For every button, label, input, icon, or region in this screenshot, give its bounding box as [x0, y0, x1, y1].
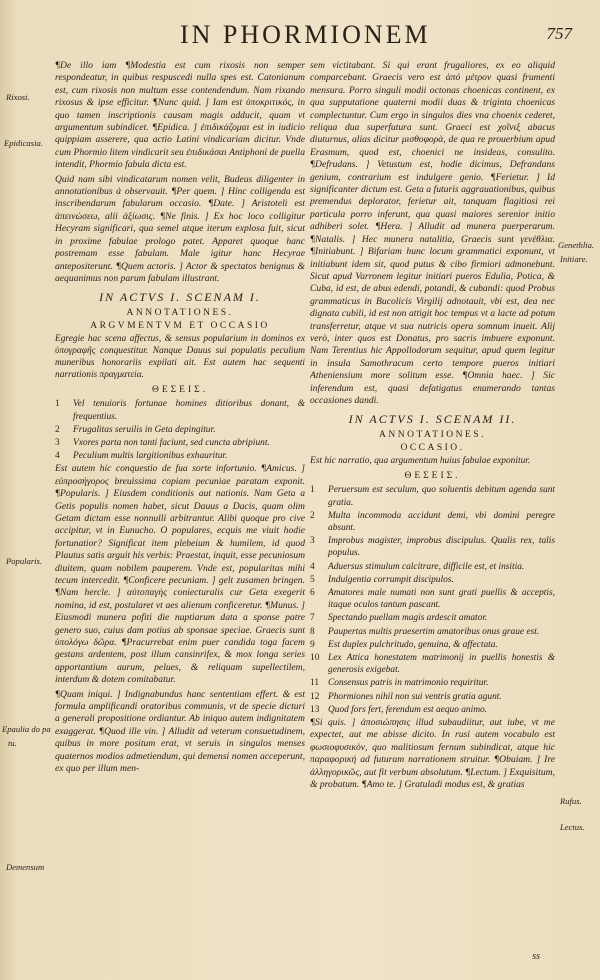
thesis-text: Vxores parta non tanti faciunt, sed cuncta abripiunt.	[73, 437, 270, 448]
commentary-paragraph: ¶De illo iam ¶Modestia est cum rixosis non semper respondeatur, in quibus respuscedi nulla spes est. Catonianum est, cum rixosis non multum esse contendendum. Nam rixando rixosus & ipse efficitur. ¶Nunc quid. ] Iam est ὑποκριτικός, in quo tamen inscriptionis causam magis adducit, quam vt argumentum subindicet. ¶Epidica. ] ἐπιδικάζομαι est in iudicio quippiam asserere, qua actio Latini vindicariam dicitur. Vnde cum Phormio litem vindicarit seu ἐπιδικάσαι Antiphoni de puella intendit, Phormio fabula dicta est.	[55, 60, 305, 171]
thesis-number: 10	[310, 653, 320, 664]
thesis-item	[55, 424, 305, 436]
margin-note: Genethlia.	[558, 240, 595, 250]
left-column	[55, 60, 305, 965]
thesis-text: Peruersum est seculum, quo soluentis debitum agenda sunt gratia.	[328, 485, 555, 508]
thesis-number: 3	[310, 536, 315, 547]
commentary-paragraph: ¶Quam iniqui. ] Indignabundus hanc sententiam effert. & est formula amplificandi oratoribus communis, vt de specie dicturi a generali propositione ordiantur. Ab iniquo autem indignitatem exaggerat. ¶Quod ille vin. ] Alludit ad veterum consuetudinem, quibus in more positum erat, vt seruis in singulos menses quaternos modios admetiendum, qui demensi nomen acceperunt, ex quo per illum men-	[55, 688, 305, 775]
commentary-paragraph: ¶Si quis. ] ἀποσιώπησις illud subaudiitur, aut iube, vt me expectet, aut me abisse dicito. In rusi autem vocabulo est φωσιοφυσικὸν, quo malitiosum fernum subindicat, atque hic παραφορική ad futuram narrationem struitur. ¶Obuiam. ] Ire ἀλληγορικῶς, aut fit verbum absolutum. ¶Lectum. ] Exquisitum, & probatum. ¶Amo te. ] Gratuladi modus est, & gratias	[310, 717, 555, 791]
thesis-text: Spectando puellam magis ardescit amator.	[328, 613, 488, 624]
theses-heading: ΘΕΣΕΙΣ.	[404, 471, 461, 482]
margin-note: Popularis.	[6, 556, 43, 566]
thesis-number: 4	[310, 561, 315, 572]
thesis-number: 6	[310, 588, 315, 598]
thesis-number: 13	[310, 704, 320, 715]
thesis-text: Indulgentia corrumpit discipulos.	[328, 574, 454, 585]
thesis-item	[55, 398, 305, 422]
argumentum-text: Egregie hac scena affectus, & sensus popularium in dominos ex ὑπογραφῆς conquestitur. Nanque Dauus sui populatis peculium muneribus honorariis expilati ait. Est autem hac sequenti narrationis πραγματεία.	[55, 334, 305, 381]
thesis-text: Paupertas multis praesertim amatoribus onus graue est.	[328, 626, 540, 637]
thesis-item	[310, 587, 555, 611]
thesis-item	[310, 691, 555, 703]
act-scene-heading: IN ACTVS I. SCENAM II.	[348, 412, 517, 427]
commentary-paragraph: sem victitabant. Si qui erant frugaliores, ex eo aliquid comparcebant. Graecis vero est ἀπό μέτρον quasi frumenti mensura. Porro singuli modii octonas choenicas continent, ex qua supputatione quaterni modii duas & triginta choenicas complectuntur. Cum ergo in singulos dies vna choenix cederet, reliqua dua superfutura sunt. Graeci est χοῖνιξ abacus diuturnus, alias dicitur μισθοφορὰ, de qua re prouerbium apud Erasmum, quod est, choenici ne insideas, consulito. ¶Defrudans. ] Vetustum est, hodie dicimus, Defrandans genium, contrarium est indulgere genio. ¶Ferietur. ] Id significanter dictum est. Geta a futuris aggrauationibus, quibus premendus deplorator, ferietur ait, tanquam flagitiosi rei particula porro inferunt, qua quasi maiores serenior initio adhiberi solet. ¶Hera. ] Alludit ad munera puerperarum. ¶Natalis. ] Hec munera natalitia, Graecis sunt γενέθλια. ¶Initiabunt. ] Bifariam hunc locum grammatici exponunt, vt initiabunt idem sit, quod putus & cibo firmiori admonebunt. Sicut apud Varronem legitur initiari pueros Edulia, Potica, & Cuba, id est, de abus edendi, potandi, & cubandi: quod Probus grammaticus in Bucolicis Virgilij adnotauit, vbi est, dea nec dignata cubili, id est non attigit hoc tempus vt a lacte ad potum transferretur, atque vt sua nutricis opera somnum inueit. Alij verò, inter quos est Donatus, pro sacris imbuere exponunt. Nam Terentius hic Appollodorum sequitur, apud quem legitur in insula Samothracum certo tempore pueros initiari Atheniensium more solitum esse. ¶Omnia haec. ] Sic inferendum est, quasi defatigatus enumerando tantas occasiones dandi.	[310, 60, 555, 406]
margin-note: Lectus.	[560, 822, 585, 832]
thesis-text: Vel tenuioris fortunae homines ditioribus donant, & frequentius.	[73, 399, 305, 422]
thesis-text: Phormiones nihil non sui ventris gratia agunt.	[328, 691, 502, 702]
thesis-text: Aduersus stimulum calcitrare, difficile est, et insitia.	[328, 561, 525, 572]
annotationes-heading: ANNOTATIONES.	[126, 308, 234, 319]
thesis-item	[310, 574, 555, 586]
thesis-number: 11	[310, 678, 320, 689]
thesis-text: Peculium multis largitionibus exhauritur.	[73, 451, 228, 462]
commentary-paragraph: Quid nam sibi vindicatarum nomen velit, Budeus diligenter in annotationibus ἀ observauit. ¶Per quem. ] Hinc colligenda est inscribendarum fabularum occasio. ¶Date. ] Aristoteli est ἀπεινώσεω, alii ἀξίωσις. ¶Ne finis. ] Ex hoc loco colligitur Hecyram significari, qua semel atque iterum explosa fuit, sicut in proxime fabulae prologo patet. Apparet quoque hanc postremam esse fabulam. Male igitur hanc Hecyrae antepositerunt. ¶Quem actoris. ] Actor & spectatos benignus & aequanimus non parum fabulam illustrant.	[55, 173, 305, 284]
thesis-item	[310, 677, 555, 689]
thesis-text: Improbus magister, improbus discipulus. Qualis rex, talis populus.	[328, 536, 555, 559]
occasio-heading: OCCASIO.	[400, 443, 465, 454]
thesis-item	[310, 484, 555, 508]
thesis-number: 4	[55, 451, 60, 462]
act-scene-heading: IN ACTVS I. SCENAM I.	[99, 290, 261, 305]
thesis-number: 2	[55, 424, 60, 435]
thesis-item	[310, 535, 555, 559]
theses-list	[55, 398, 305, 462]
occasio-text: Est hic narratio, qua argumentum huius fabulae exponitur.	[310, 456, 531, 467]
thesis-text: Lex Attica honestatem matrimonij in puellis honestis & generosis exigebat.	[328, 653, 555, 676]
argumentum-heading: ARGVMENTVM ET OCCASIO	[90, 321, 270, 332]
page-number: 757	[546, 24, 572, 43]
catchword: ss	[532, 951, 540, 962]
theses-heading: ΘΕΣΕΙΣ.	[151, 385, 209, 396]
thesis-number: 5	[310, 574, 315, 585]
thesis-number: 2	[310, 510, 315, 521]
thesis-item	[310, 639, 555, 651]
margin-note: Epaulia do pa	[2, 724, 51, 734]
thesis-item	[310, 612, 555, 624]
right-column	[310, 60, 555, 965]
thesis-text: Frugalitas seruilis in Geta depingitur.	[73, 424, 216, 435]
margin-note: Rixosi.	[6, 92, 30, 102]
margin-note: Epidicasia.	[4, 138, 43, 148]
thesis-number: 8	[310, 626, 315, 637]
thesis-text: Quod fors fert, ferendum est aequo animo.	[328, 704, 488, 715]
thesis-item	[310, 561, 555, 573]
margin-note: Demensum	[6, 862, 45, 872]
thesis-item	[55, 450, 305, 462]
thesis-text: Est duplex pulchritudo, genuina, & affectata.	[328, 639, 498, 650]
thesis-number: 1	[55, 399, 60, 410]
thesis-number: 12	[310, 691, 320, 702]
thesis-item	[310, 626, 555, 638]
thesis-number: 9	[310, 639, 315, 650]
margin-note: Rufus.	[560, 796, 582, 806]
thesis-number: 7	[310, 613, 315, 624]
thesis-text: Amatores male numati non sunt grati puellis & acceptis, itaque oculos tantum pascant.	[328, 588, 555, 611]
thesis-item	[310, 652, 555, 676]
margin-note: Initiare.	[560, 254, 588, 264]
running-head: IN PHORMIONEM	[180, 20, 431, 49]
thesis-item	[310, 510, 555, 534]
thesis-number: 1	[310, 485, 315, 496]
thesis-item	[310, 704, 555, 716]
thesis-item	[55, 437, 305, 449]
page-header	[0, 18, 600, 52]
thesis-number: 3	[55, 437, 60, 448]
thesis-text: Consensus patris in matrimonio requiritur.	[328, 678, 489, 689]
thesis-text: Multa incommoda accidunt demi, vbi domini peregre absunt.	[328, 510, 555, 533]
margin-note: tu.	[8, 738, 17, 748]
theses-list	[310, 484, 555, 716]
commentary-paragraph: Est autem hic conquestio de fua sorte infortunio. ¶Amicus. ] εὐπροσήγορος breuissima copiam pecuniae paratam exponit. ¶Popularis. ] Eiusdem conditionis aut nationis. Nam Geta a Getis populis nomen habet, sicut Dauus a Dacis, quam olim Getam dictam esse nonnulli arbitrantur. Alibi quoque pro cive accipitur, vt in Eunucho. O populares, ecquis me viuit hodie fortunatior? Significat item plebeium & humilem, id quod Plautus satis arguit his verbis: Praestat, inquit, esse pecuniosum diuitem, quam nobilem pauperem. Vnde est, popularitas mihi tecum intercedit. ¶Conficere pecuniam. ] gelt zusamen bringen. ¶Nam hercle. ] αὐτοπαγὴς coniecturalis cur Geta exegerit nomina, id est, postularet vt aes alienum conficeretur. ¶Munus. ] Eiusmodi munera pofiti die nuptiarum data a sponse patre genero suo, cuius dam potius ab sponsae speciae. Graecis sunt ὑπολόγω δῶρα. ¶Pracurrebat enim puer candida toga facem gestans ardentem, post illum cansinrifex, & mox longa series apportantium aurum, pelues, & reliquam supellectilem, interdum & dotem comitabatur.	[55, 463, 305, 686]
annotationes-heading: ANNOTATIONES.	[379, 430, 486, 441]
